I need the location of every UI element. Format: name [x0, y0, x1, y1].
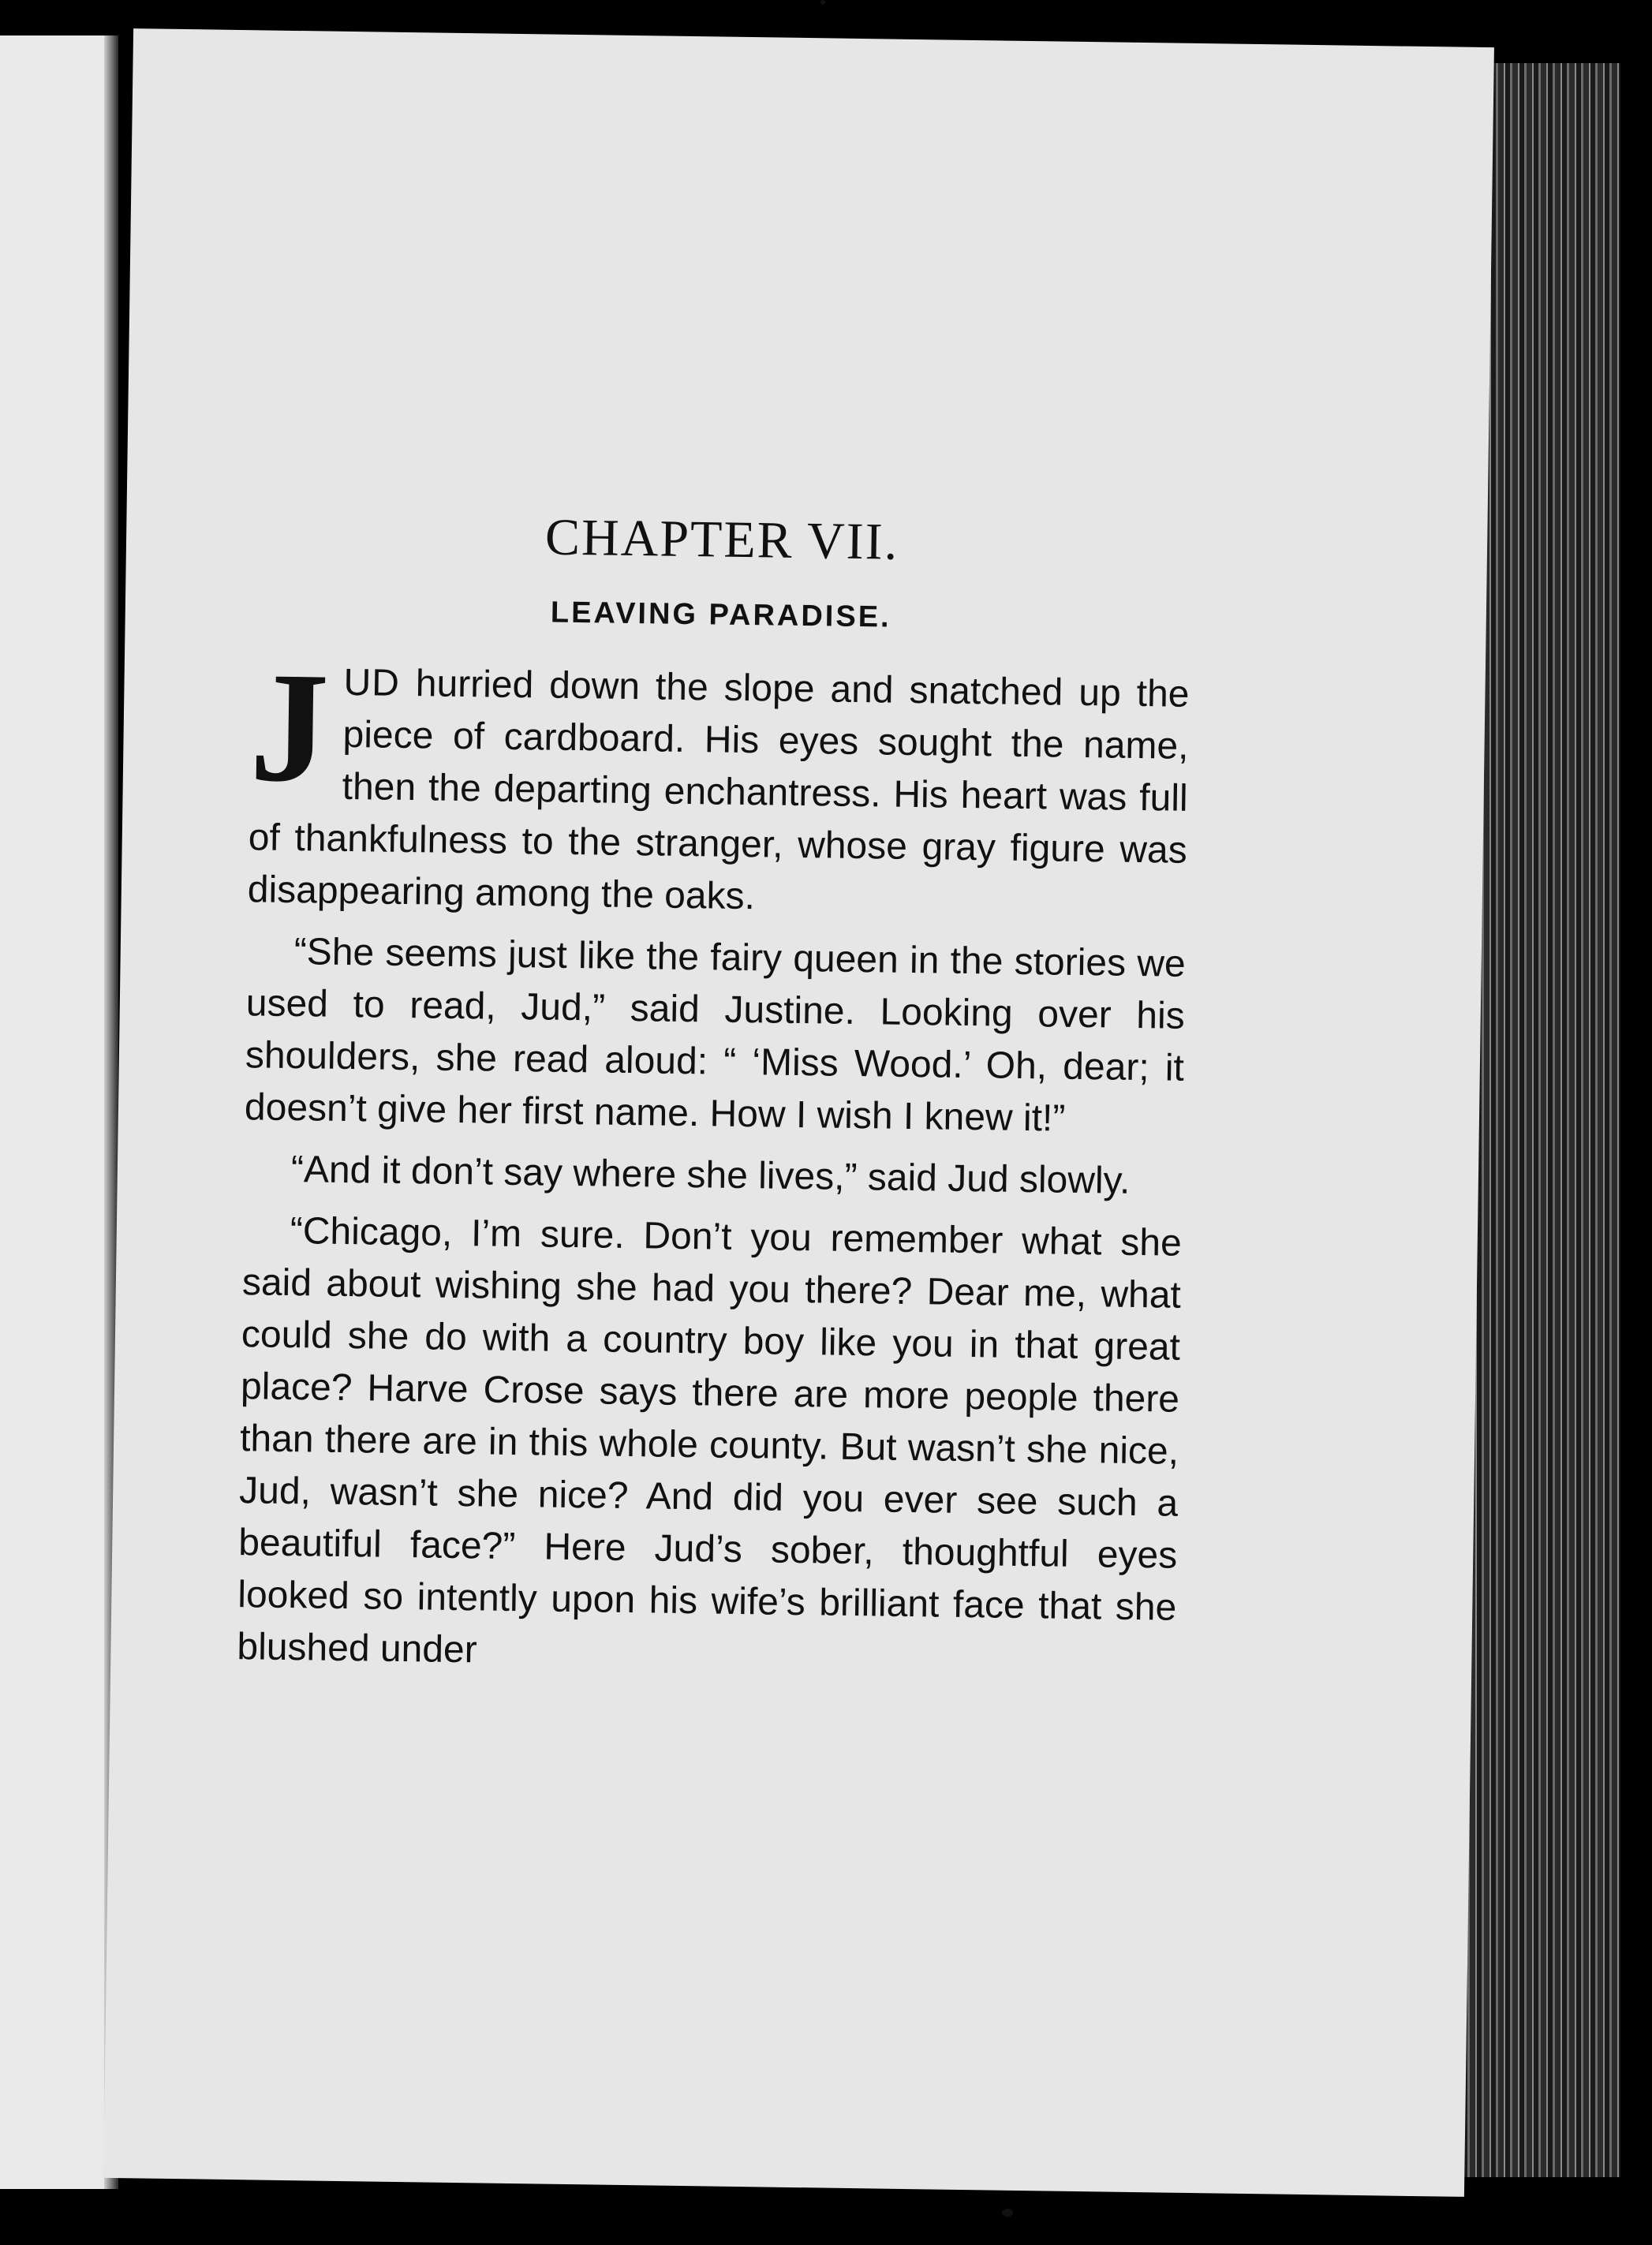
drop-cap: J — [249, 640, 331, 816]
paragraph-2: “She seems just like the fairy queen in the stories we used to read, Jud,” said Justine. Looking over his shoulders, she read aloud: “ ‘Miss Wood.’ Oh, dear; it doesn’t give her first name. How I wish I knew it!” — [244, 931, 1187, 1140]
paragraph-4: “Chicago, I’m sure. Don’t you remember what she said about wishing she had you there? Dear me, what could she do with a country boy like you in that great place? Harve Crose says there are more people there than there are in this whole county. But wasn’t she nice, Jud, wasn’t she nice? And did you ever see such a beautiful face?” Here Jud’s sober, thoughtful eyes looked so intently upon his wife’s brilliant face that she blushed under — [237, 1210, 1183, 1672]
lead-caps: UD — [343, 661, 401, 704]
chapter-subtitle: LEAVING PARADISE. — [550, 596, 891, 634]
paragraph-text: hurried down the slope and snatched up the piece of cardboard. His eyes sought the name, then the departing enchantress. His heart was full of thankfulness to the stranger, whose gray figure was disappearing among the oaks. — [247, 662, 1190, 918]
book-page — [103, 28, 1494, 2197]
page-text — [237, 503, 1192, 1695]
chapter-title: CHAPTER VII. — [544, 508, 899, 571]
paragraph-3: “And it don’t say where she lives,” said Jud slowly. — [290, 1149, 1131, 1202]
paragraph-1 — [247, 640, 1190, 929]
scan-speck — [1002, 2209, 1013, 2217]
facing-page-edge — [0, 35, 114, 2189]
scan-speck — [820, 0, 825, 5]
